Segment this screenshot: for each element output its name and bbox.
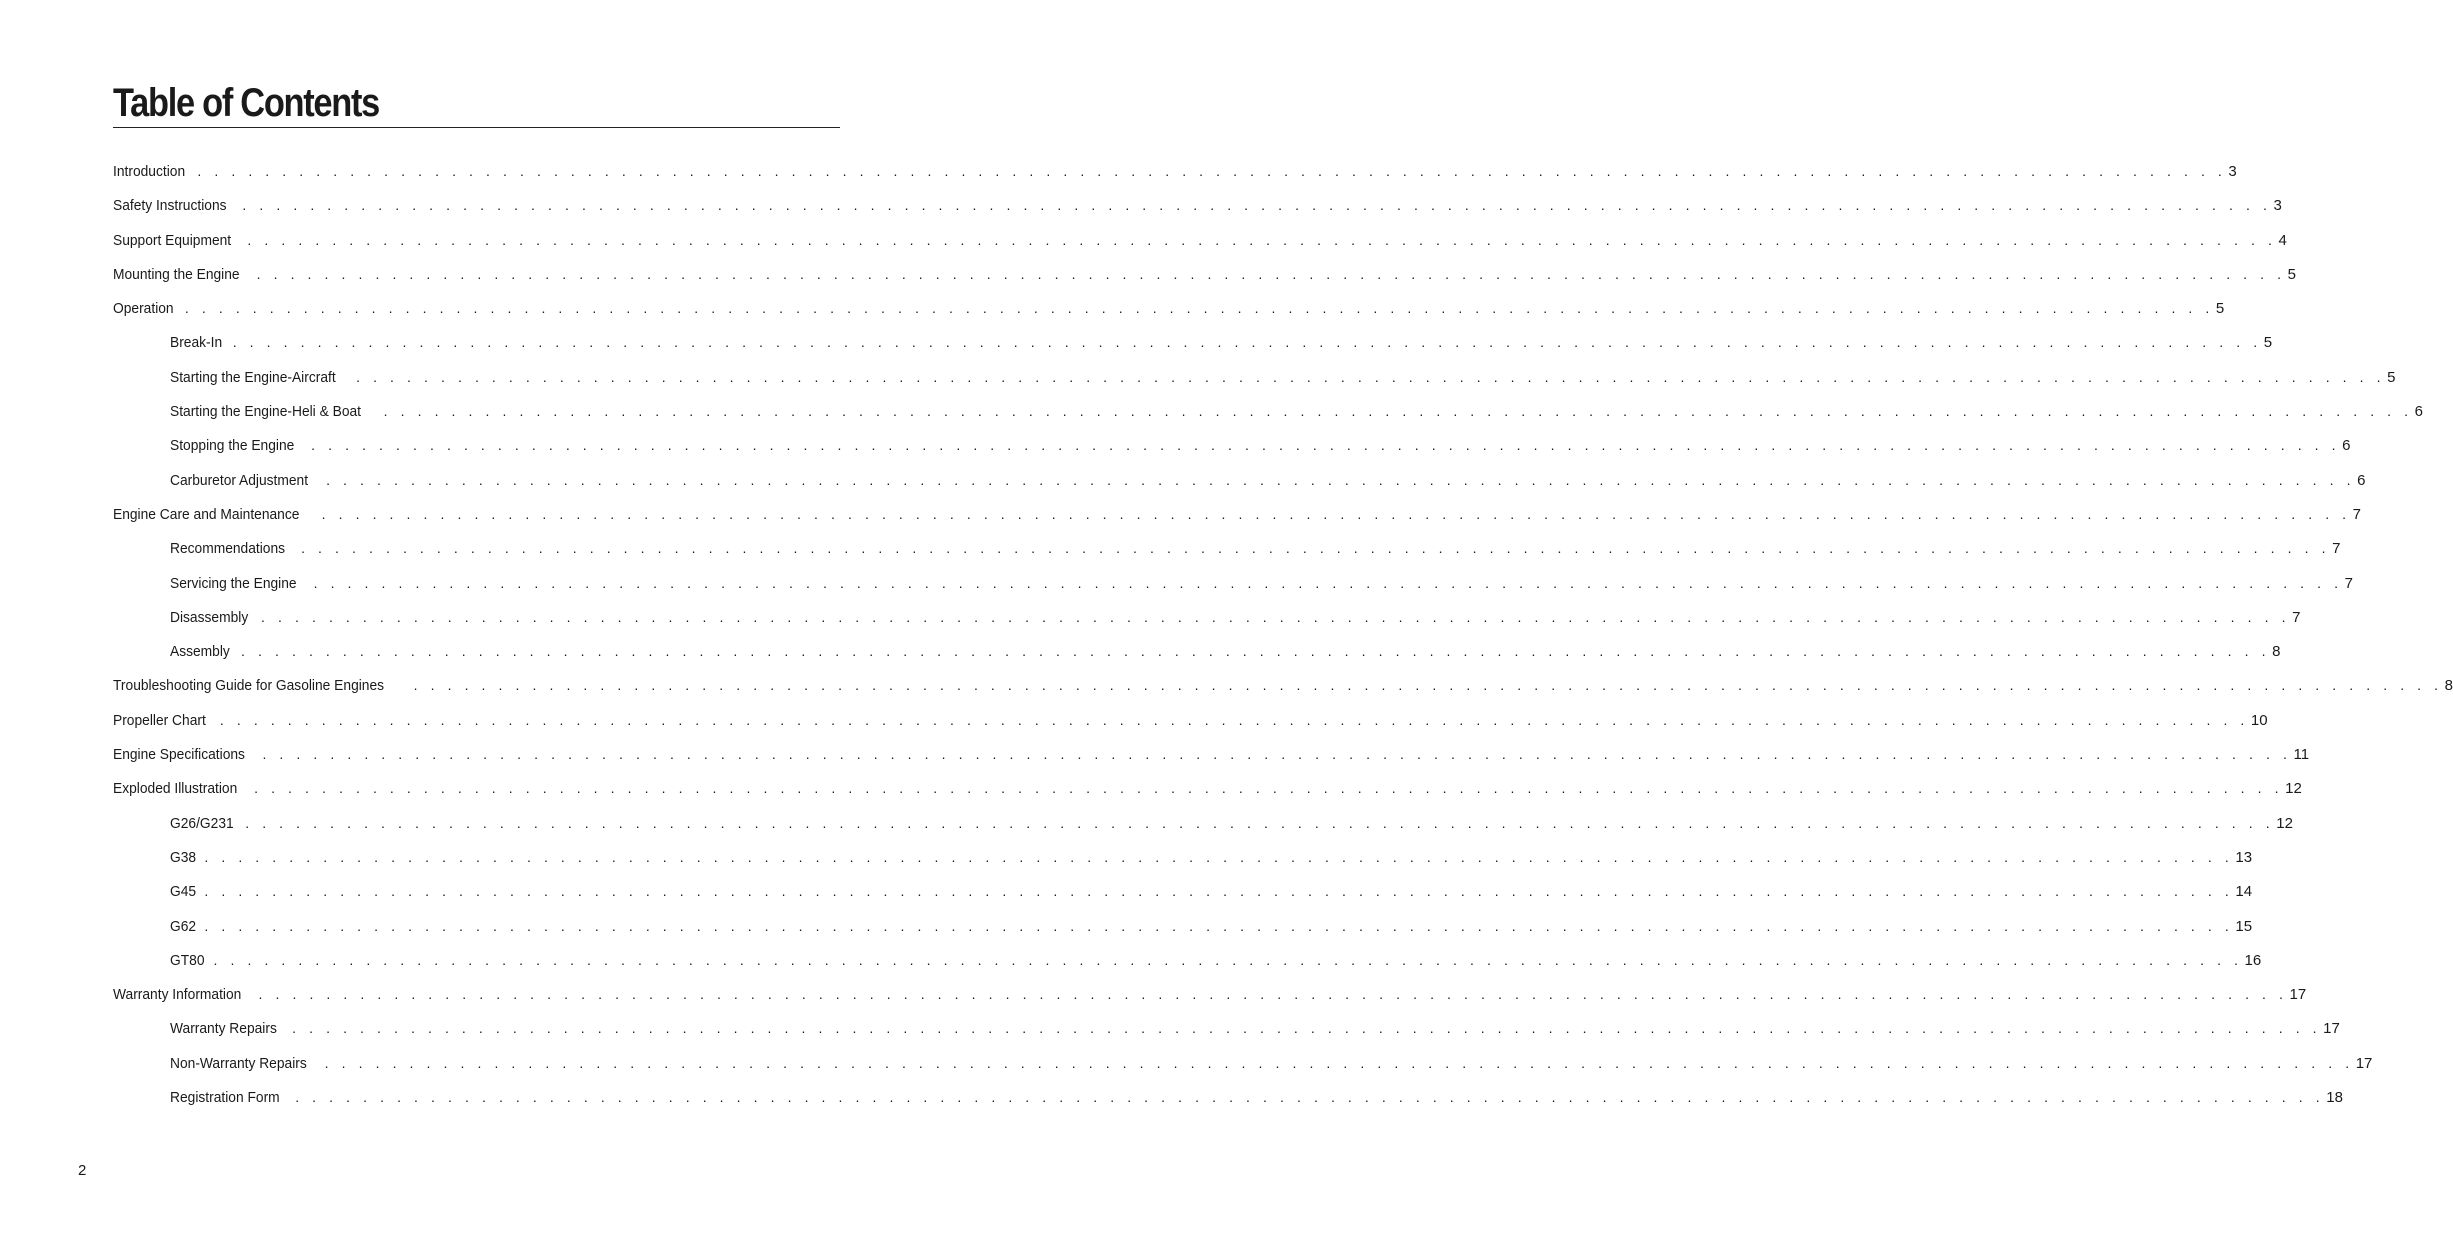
table-of-contents [113, 159, 2453, 1119]
toc-entry [113, 330, 2273, 364]
toc-entry-page: 14 [2235, 883, 2253, 901]
toc-entry-page: 8 [2444, 677, 2453, 695]
toc-entry-label: Break-In [170, 334, 223, 352]
toc-entry-page: 11 [2293, 746, 2310, 764]
dot-leader: . . . . . . . . . . . . . . . . . . . . . . . . . . . . . . . . . . . . . . . . . . . . . . . . . . . . . . . . . . . . . . . . . . . . . . . . . . . . . . . . . . . . . . . . . . . . . . . . . . . . . . . . . . . . . . . . . . . . . . . . [204, 917, 2234, 934]
dot-leader: . . . . . . . . . . . . . . . . . . . . . . . . . . . . . . . . . . . . . . . . . . . . . . . . . . . . . . . . . . . . . . . . . . . . . . . . . . . . . . . . . . . . . . . . . . . . . . . . . . . . . . . . . . . . . . . . . . . . . . . . [256, 265, 2286, 282]
toc-entry [113, 468, 2366, 502]
page-number: 2 [78, 1162, 87, 1179]
toc-entry-page: 7 [2344, 574, 2353, 592]
toc-entry-label: G26/G231 [170, 814, 234, 832]
toc-entry [113, 776, 2302, 810]
toc-entry-label: Assembly [170, 643, 230, 661]
toc-entry-label: Safety Instructions [113, 197, 227, 215]
toc-entry-page: 16 [2244, 951, 2262, 969]
toc-entry-page: 15 [2235, 917, 2253, 935]
toc-entry-label: Warranty Information [113, 986, 242, 1004]
toc-entry [113, 502, 2362, 536]
toc-entry [113, 708, 2268, 742]
toc-entry-label: G62 [170, 917, 197, 935]
toc-entry [113, 845, 2253, 879]
dot-leader: . . . . . . . . . . . . . . . . . . . . . . . . . . . . . . . . . . . . . . . . . . . . . . . . . . . . . . . . . . . . . . . . . . . . . . . . . . . . . . . . . . . . . . . . . . . . . . . . . . . . . . . . . . . . . . . . . . . . . . . . [313, 574, 2343, 591]
toc-entry-label: Recommendations [170, 540, 286, 558]
toc-entry [113, 399, 2423, 433]
dot-leader: . . . . . . . . . . . . . . . . . . . . . . . . . . . . . . . . . . . . . . . . . . . . . . . . . . . . . . . . . . . . . . . . . . . . . . . . . . . . . . . . . . . . . . . . . . . . . . . . . . . . . . . . . . . . . . . . . . . . . . . . [321, 505, 2351, 522]
dot-leader: . . . . . . . . . . . . . . . . . . . . . . . . . . . . . . . . . . . . . . . . . . . . . . . . . . . . . . . . . . . . . . . . . . . . . . . . . . . . . . . . . . . . . . . . . . . . . . . . . . . . . . . . . . . . . . . . . . . . . . . . [204, 883, 2234, 900]
toc-entry-label: Operation [113, 300, 174, 318]
dot-leader: . . . . . . . . . . . . . . . . . . . . . . . . . . . . . . . . . . . . . . . . . . . . . . . . . . . . . . . . . . . . . . . . . . . . . . . . . . . . . . . . . . . . . . . . . . . . . . . . . . . . . . . . . . . . . . . . . . . . . . . . [311, 437, 2341, 454]
toc-entry-label: Warranty Repairs [170, 1020, 277, 1038]
dot-leader: . . . . . . . . . . . . . . . . . . . . . . . . . . . . . . . . . . . . . . . . . . . . . . . . . . . . . . . . . . . . . . . . . . . . . . . . . . . . . . . . . . . . . . . . . . . . . . . . . . . . . . . . . . . . . . . . . . . . . . . . [413, 677, 2443, 694]
dot-leader: . . . . . . . . . . . . . . . . . . . . . . . . . . . . . . . . . . . . . . . . . . . . . . . . . . . . . . . . . . . . . . . . . . . . . . . . . . . . . . . . . . . . . . . . . . . . . . . . . . . . . . . . . . . . . . . . . . . . . . . . [241, 643, 2271, 660]
toc-entry [113, 1085, 2343, 1119]
toc-entry-page: 6 [2357, 471, 2366, 489]
dot-leader: . . . . . . . . . . . . . . . . . . . . . . . . . . . . . . . . . . . . . . . . . . . . . . . . . . . . . . . . . . . . . . . . . . . . . . . . . . . . . . . . . . . . . . . . . . . . . . . . . . . . . . . . . . . . . . . . . . . . . . . . [383, 403, 2413, 420]
toc-entry-label: Introduction [113, 163, 186, 180]
dot-leader: . . . . . . . . . . . . . . . . . . . . . . . . . . . . . . . . . . . . . . . . . . . . . . . . . . . . . . . . . . . . . . . . . . . . . . . . . . . . . . . . . . . . . . . . . . . . . . . . . . . . . . . . . . . . . . . . . . . . . . . . [262, 746, 2292, 763]
toc-entry-label: Propeller Chart [113, 711, 206, 729]
toc-entry-page: 18 [2326, 1089, 2343, 1107]
toc-entry-label: Troubleshooting Guide for Gasoline Engines [113, 677, 385, 695]
toc-entry-label: Servicing the Engine [170, 574, 297, 592]
dot-leader: . . . . . . . . . . . . . . . . . . . . . . . . . . . . . . . . . . . . . . . . . . . . . . . . . . . . . . . . . . . . . . . . . . . . . . . . . . . . . . . . . . . . . . . . . . . . . . . . . . . . . . . . . . . . . . . . . . . . . . . . [204, 848, 2234, 865]
toc-entry-page: 7 [2292, 608, 2301, 626]
dot-leader: . . . . . . . . . . . . . . . . . . . . . . . . . . . . . . . . . . . . . . . . . . . . . . . . . . . . . . . . . . . . . . . . . . . . . . . . . . . . . . . . . . . . . . . . . . . . . . . . . . . . . . . . . . . . . . . . . . . . . . . . [232, 334, 2262, 351]
toc-entry-page: 3 [2228, 163, 2237, 180]
toc-entry [113, 536, 2341, 570]
toc-entry-label: G38 [170, 848, 197, 866]
toc-entry-label: Support Equipment [113, 231, 232, 249]
toc-entry [113, 571, 2353, 605]
toc-entry [113, 673, 2453, 707]
toc-entry-page: 12 [2285, 780, 2302, 798]
toc-entry-page: 6 [2414, 403, 2423, 421]
toc-entry-page: 5 [2263, 334, 2273, 352]
toc-entry [113, 228, 2287, 262]
toc-entry-label: Non-Warranty Repairs [170, 1054, 307, 1072]
toc-entry [113, 296, 2225, 330]
toc-entry-label: G45 [170, 883, 197, 901]
dot-leader: . . . . . . . . . . . . . . . . . . . . . . . . . . . . . . . . . . . . . . . . . . . . . . . . . . . . . . . . . . . . . . . . . . . . . . . . . . . . . . . . . . . . . . . . . . . . . . . . . . . . . . . . . . . . . . . . . . . . . . . . [301, 540, 2331, 557]
title-divider [113, 127, 840, 128]
dot-leader: . . . . . . . . . . . . . . . . . . . . . . . . . . . . . . . . . . . . . . . . . . . . . . . . . . . . . . . . . . . . . . . . . . . . . . . . . . . . . . . . . . . . . . . . . . . . . . . . . . . . . . . . . . . . . . . . . . . . . . . . [258, 986, 2288, 1003]
dot-leader: . . . . . . . . . . . . . . . . . . . . . . . . . . . . . . . . . . . . . . . . . . . . . . . . . . . . . . . . . . . . . . . . . . . . . . . . . . . . . . . . . . . . . . . . . . . . . . . . . . . . . . . . . . . . . . . . . . . . . . . . [261, 608, 2291, 625]
toc-entry [113, 605, 2301, 639]
dot-leader: . . . . . . . . . . . . . . . . . . . . . . . . . . . . . . . . . . . . . . . . . . . . . . . . . . . . . . . . . . . . . . . . . . . . . . . . . . . . . . . . . . . . . . . . . . . . . . . . . . . . . . . . . . . . . . . . . . . . . . . . [213, 951, 2243, 968]
dot-leader: . . . . . . . . . . . . . . . . . . . . . . . . . . . . . . . . . . . . . . . . . . . . . . . . . . . . . . . . . . . . . . . . . . . . . . . . . . . . . . . . . . . . . . . . . . . . . . . . . . . . . . . . . . . . . . . . . . . . . . . . [356, 368, 2386, 385]
dot-leader: . . . . . . . . . . . . . . . . . . . . . . . . . . . . . . . . . . . . . . . . . . . . . . . . . . . . . . . . . . . . . . . . . . . . . . . . . . . . . . . . . . . . . . . . . . . . . . . . . . . . . . . . . . . . . . . . . . . . . . . . [242, 197, 2272, 214]
toc-entry [113, 433, 2351, 467]
toc-entry-page: 17 [2355, 1054, 2373, 1072]
dot-leader: . . . . . . . . . . . . . . . . . . . . . . . . . . . . . . . . . . . . . . . . . . . . . . . . . . . . . . . . . . . . . . . . . . . . . . . . . . . . . . . . . . . . . . . . . . . . . . . . . . . . . . . . . . . . . . . . . . . . . . . . [254, 780, 2284, 797]
toc-entry [113, 1016, 2340, 1050]
toc-entry-label: Disassembly [170, 608, 249, 626]
toc-entry-page: 5 [2387, 368, 2396, 386]
toc-entry-page: 17 [2289, 986, 2307, 1004]
toc-entry-label: Mounting the Engine [113, 265, 240, 283]
dot-leader: . . . . . . . . . . . . . . . . . . . . . . . . . . . . . . . . . . . . . . . . . . . . . . . . . . . . . . . . . . . . . . . . . . . . . . . . . . . . . . . . . . . . . . . . . . . . . . . . . . . . . . . . . . . . . . . . . . . . . . . . [292, 1020, 2322, 1037]
dot-leader: . . . . . . . . . . . . . . . . . . . . . . . . . . . . . . . . . . . . . . . . . . . . . . . . . . . . . . . . . . . . . . . . . . . . . . . . . . . . . . . . . . . . . . . . . . . . . . . . . . . . . . . . . . . . . . . . . . . . . . . . [245, 814, 2275, 831]
toc-entry-label: Starting the Engine-Heli & Boat [170, 403, 362, 421]
toc-entry-label: Starting the Engine-Aircraft [170, 368, 336, 386]
toc-entry-label: Registration Form [170, 1089, 280, 1107]
toc-entry [113, 193, 2282, 227]
toc-entry-label: GT80 [170, 951, 205, 969]
toc-entry [113, 982, 2307, 1016]
page-title: Table of Contents [113, 81, 380, 125]
toc-entry [113, 742, 2310, 776]
dot-leader: . . . . . . . . . . . . . . . . . . . . . . . . . . . . . . . . . . . . . . . . . . . . . . . . . . . . . . . . . . . . . . . . . . . . . . . . . . . . . . . . . . . . . . . . . . . . . . . . . . . . . . . . . . . . . . . . . . . . . . . . [247, 231, 2277, 248]
toc-entry [113, 914, 2253, 948]
toc-entry [113, 948, 2262, 982]
toc-entry-label: Carburetor Adjustment [170, 471, 309, 489]
dot-leader: . . . . . . . . . . . . . . . . . . . . . . . . . . . . . . . . . . . . . . . . . . . . . . . . . . . . . . . . . . . . . . . . . . . . . . . . . . . . . . . . . . . . . . . . . . . . . . . . . . . . . . . . . . . . . . . . . . . . . . . . [326, 471, 2356, 488]
toc-entry [113, 639, 2281, 673]
toc-entry-label: Engine Care and Maintenance [113, 505, 300, 523]
toc-entry-page: 3 [2273, 197, 2282, 215]
dot-leader: . . . . . . . . . . . . . . . . . . . . . . . . . . . . . . . . . . . . . . . . . . . . . . . . . . . . . . . . . . . . . . . . . . . . . . . . . . . . . . . . . . . . . . . . . . . . . . . . . . . . . . . . . . . . . . . . . . . . . . . . [324, 1054, 2354, 1071]
toc-entry [113, 159, 2237, 193]
toc-entry-page: 17 [2323, 1020, 2340, 1038]
toc-entry-label: Engine Specifications [113, 746, 245, 764]
toc-entry-page: 12 [2276, 814, 2293, 832]
toc-entry-page: 8 [2272, 643, 2281, 661]
toc-entry [113, 262, 2296, 296]
toc-entry [113, 365, 2396, 399]
dot-leader: . . . . . . . . . . . . . . . . . . . . . . . . . . . . . . . . . . . . . . . . . . . . . . . . . . . . . . . . . . . . . . . . . . . . . . . . . . . . . . . . . . . . . . . . . . . . . . . . . . . . . . . . . . . . . . . . . . . . . . . . [197, 163, 2227, 179]
dot-leader: . . . . . . . . . . . . . . . . . . . . . . . . . . . . . . . . . . . . . . . . . . . . . . . . . . . . . . . . . . . . . . . . . . . . . . . . . . . . . . . . . . . . . . . . . . . . . . . . . . . . . . . . . . . . . . . . . . . . . . . . [184, 300, 2214, 317]
toc-entry-page: 6 [2342, 437, 2351, 455]
toc-entry-page: 4 [2278, 231, 2287, 249]
toc-entry [113, 879, 2253, 913]
toc-entry-page: 13 [2235, 848, 2253, 866]
toc-entry-page: 5 [2215, 300, 2225, 318]
toc-entry-page: 7 [2332, 540, 2341, 558]
toc-entry [113, 1051, 2373, 1085]
toc-entry [113, 811, 2293, 845]
toc-entry-label: Stopping the Engine [170, 437, 295, 455]
toc-entry-page: 10 [2250, 711, 2268, 729]
toc-entry-label: Exploded Illustration [113, 780, 238, 798]
dot-leader: . . . . . . . . . . . . . . . . . . . . . . . . . . . . . . . . . . . . . . . . . . . . . . . . . . . . . . . . . . . . . . . . . . . . . . . . . . . . . . . . . . . . . . . . . . . . . . . . . . . . . . . . . . . . . . . . . . . . . . . . [295, 1089, 2325, 1106]
toc-entry-page: 7 [2352, 505, 2362, 523]
dot-leader: . . . . . . . . . . . . . . . . . . . . . . . . . . . . . . . . . . . . . . . . . . . . . . . . . . . . . . . . . . . . . . . . . . . . . . . . . . . . . . . . . . . . . . . . . . . . . . . . . . . . . . . . . . . . . . . . . . . . . . . . [219, 711, 2249, 728]
toc-entry-page: 5 [2287, 265, 2296, 283]
